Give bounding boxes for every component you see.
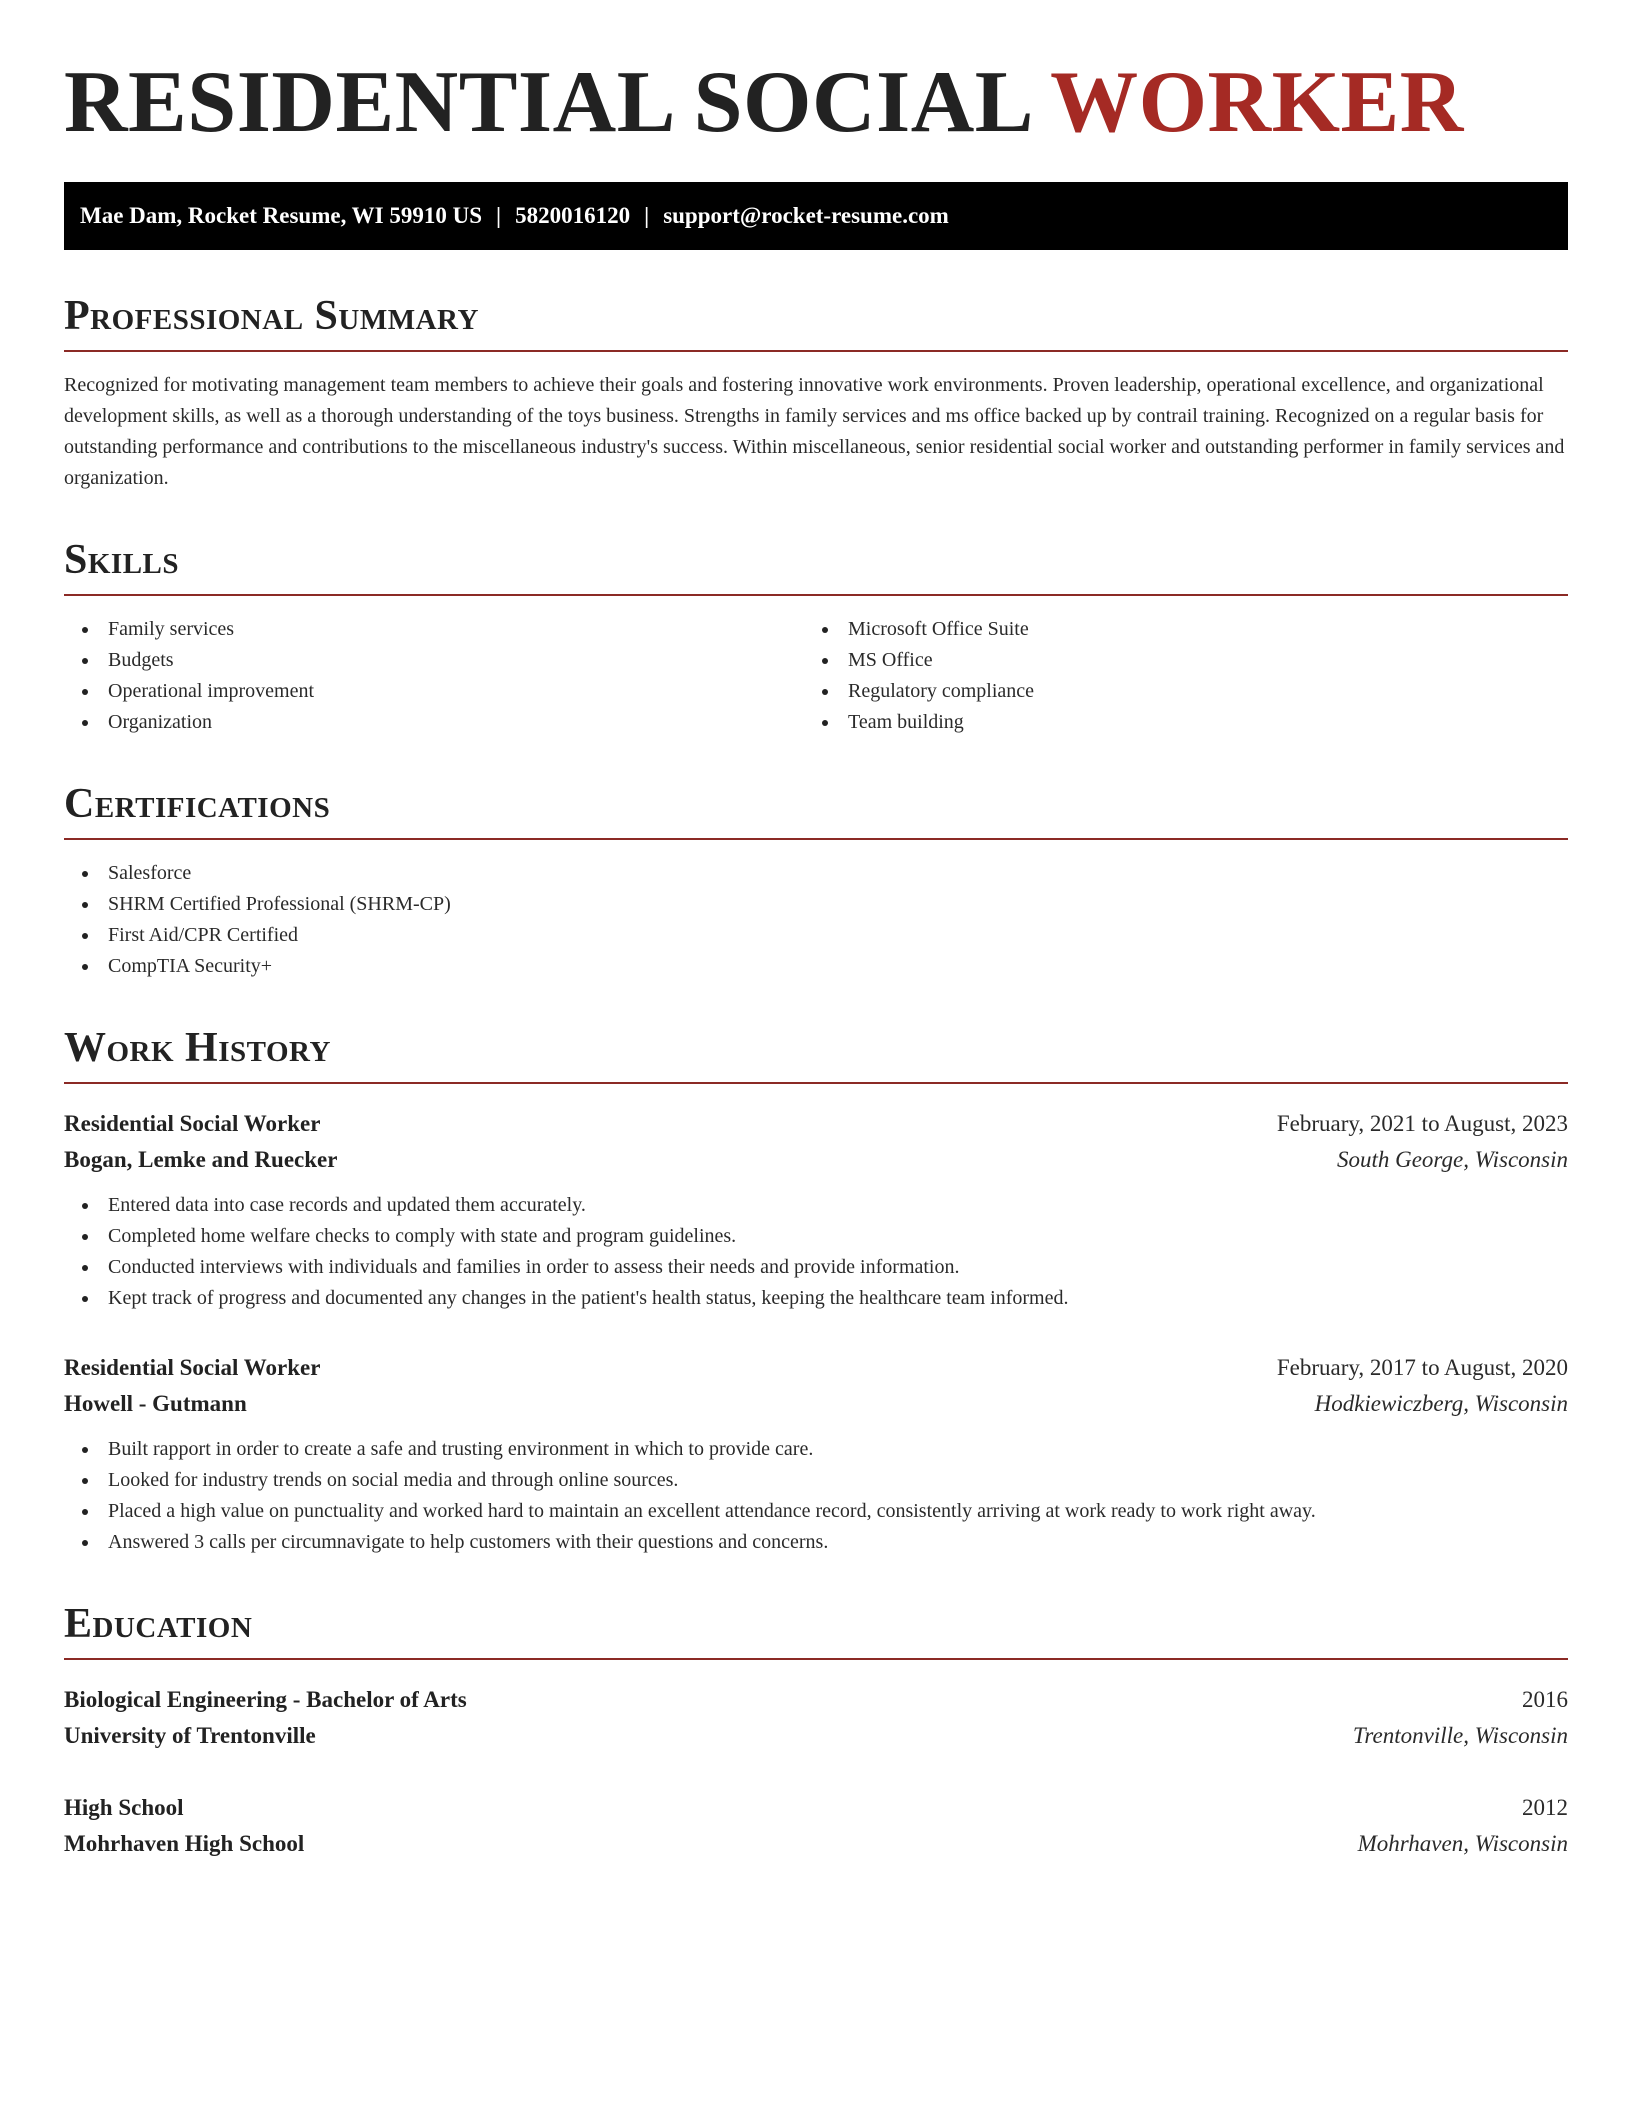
job-bullet: Kept track of progress and documented any changes in the patient's health status, keeping the healthcare team informed.	[64, 1283, 1568, 1314]
contact-email[interactable]: support@rocket-resume.com	[663, 203, 949, 228]
summary-text: Recognized for motivating management team members to achieve their goals and fostering innovative work environments. Proven leadership, operational excellence, and organizational development skills, as well as a thorough understanding of the toys business. Strengths in family services and ms office backed up by contrail training. Recognized on a regular basis for outstanding performance and contributions to the miscellaneous industry's success. Within miscellaneous, senior residential social worker and outstanding performer in family services and organization.	[64, 374, 1565, 489]
contact-bar	[64, 182, 1568, 250]
contact-phone: 5820016120	[515, 203, 631, 228]
education-school: University of Trentonville	[64, 1723, 316, 1748]
certification-item: CompTIA Security+	[64, 951, 1568, 982]
job-company-row	[64, 1142, 1568, 1178]
job-entry	[64, 1350, 1568, 1558]
job-location: South George, Wisconsin	[1336, 1147, 1568, 1172]
education-degree-row	[64, 1682, 1568, 1718]
education-year: 2016	[1522, 1687, 1568, 1712]
education-degree: High School	[64, 1795, 184, 1820]
skill-item: Organization	[64, 707, 804, 738]
title-main: RESIDENTIAL SOCIAL	[64, 54, 1030, 151]
contact-address: Mae Dam, Rocket Resume, WI 59910 US	[80, 203, 483, 228]
skill-item: Operational improvement	[64, 676, 804, 707]
education-section	[64, 1600, 1568, 1862]
education-school: Mohrhaven High School	[64, 1831, 305, 1856]
job-dates: February, 2021 to August, 2023	[1276, 1111, 1568, 1136]
summary-heading: Professional Summary	[64, 292, 1568, 352]
job-bullet: Placed a high value on punctuality and worked hard to maintain an excellent attendance record, consistently arriving at work ready to work right away.	[64, 1496, 1568, 1527]
contact-separator: |	[496, 203, 502, 228]
skills-list-right	[804, 614, 1544, 738]
job-dates: February, 2017 to August, 2020	[1276, 1355, 1568, 1380]
education-entry	[64, 1790, 1568, 1862]
education-entry	[64, 1682, 1568, 1754]
education-degree-row	[64, 1790, 1568, 1826]
job-header-row	[64, 1106, 1568, 1142]
job-location: Hodkiewiczberg, Wisconsin	[1314, 1391, 1568, 1416]
skills-section	[64, 536, 1568, 738]
education-heading: Education	[64, 1600, 1568, 1660]
skill-item: Family services	[64, 614, 804, 645]
work-history-section	[64, 1024, 1568, 1558]
certification-item: Salesforce	[64, 858, 1568, 889]
job-title: Residential Social Worker	[64, 1111, 321, 1136]
skill-item: Regulatory compliance	[804, 676, 1544, 707]
resume-title	[64, 52, 1568, 154]
job-bullets	[64, 1434, 1568, 1558]
education-year: 2012	[1522, 1795, 1568, 1820]
education-school-row	[64, 1718, 1568, 1754]
certifications-heading: Certifications	[64, 780, 1568, 840]
skill-item: Budgets	[64, 645, 804, 676]
job-header-row	[64, 1350, 1568, 1386]
job-company-row	[64, 1386, 1568, 1422]
job-bullets	[64, 1190, 1568, 1314]
job-entry	[64, 1106, 1568, 1314]
job-title: Residential Social Worker	[64, 1355, 321, 1380]
certifications-section	[64, 780, 1568, 982]
work-history-heading: Work History	[64, 1024, 1568, 1084]
job-bullet: Answered 3 calls per circumnavigate to help customers with their questions and concerns.	[64, 1527, 1568, 1558]
job-bullet: Conducted interviews with individuals and families in order to assess their needs and provide information.	[64, 1252, 1568, 1283]
skill-item: Microsoft Office Suite	[804, 614, 1544, 645]
job-company: Bogan, Lemke and Ruecker	[64, 1147, 338, 1172]
skill-item: MS Office	[804, 645, 1544, 676]
certification-item: First Aid/CPR Certified	[64, 920, 1568, 951]
job-bullet: Entered data into case records and updated them accurately.	[64, 1190, 1568, 1221]
skills-heading: Skills	[64, 536, 1568, 596]
contact-separator: |	[644, 203, 650, 228]
education-degree: Biological Engineering - Bachelor of Arts	[64, 1687, 467, 1712]
certification-item: SHRM Certified Professional (SHRM-CP)	[64, 889, 1568, 920]
education-school-row	[64, 1826, 1568, 1862]
skills-grid	[64, 614, 1568, 738]
job-bullet: Built rapport in order to create a safe and trusting environment in which to provide care.	[64, 1434, 1568, 1465]
job-bullet: Looked for industry trends on social media and through online sources.	[64, 1465, 1568, 1496]
certifications-list	[64, 858, 1568, 982]
summary-section	[64, 292, 1568, 494]
education-location: Trentonville, Wisconsin	[1352, 1723, 1568, 1748]
education-location: Mohrhaven, Wisconsin	[1357, 1831, 1568, 1856]
title-accent: WORKER	[1050, 54, 1464, 151]
job-company: Howell - Gutmann	[64, 1391, 247, 1416]
skills-list-left	[64, 614, 804, 738]
job-bullet: Completed home welfare checks to comply with state and program guidelines.	[64, 1221, 1568, 1252]
skill-item: Team building	[804, 707, 1544, 738]
